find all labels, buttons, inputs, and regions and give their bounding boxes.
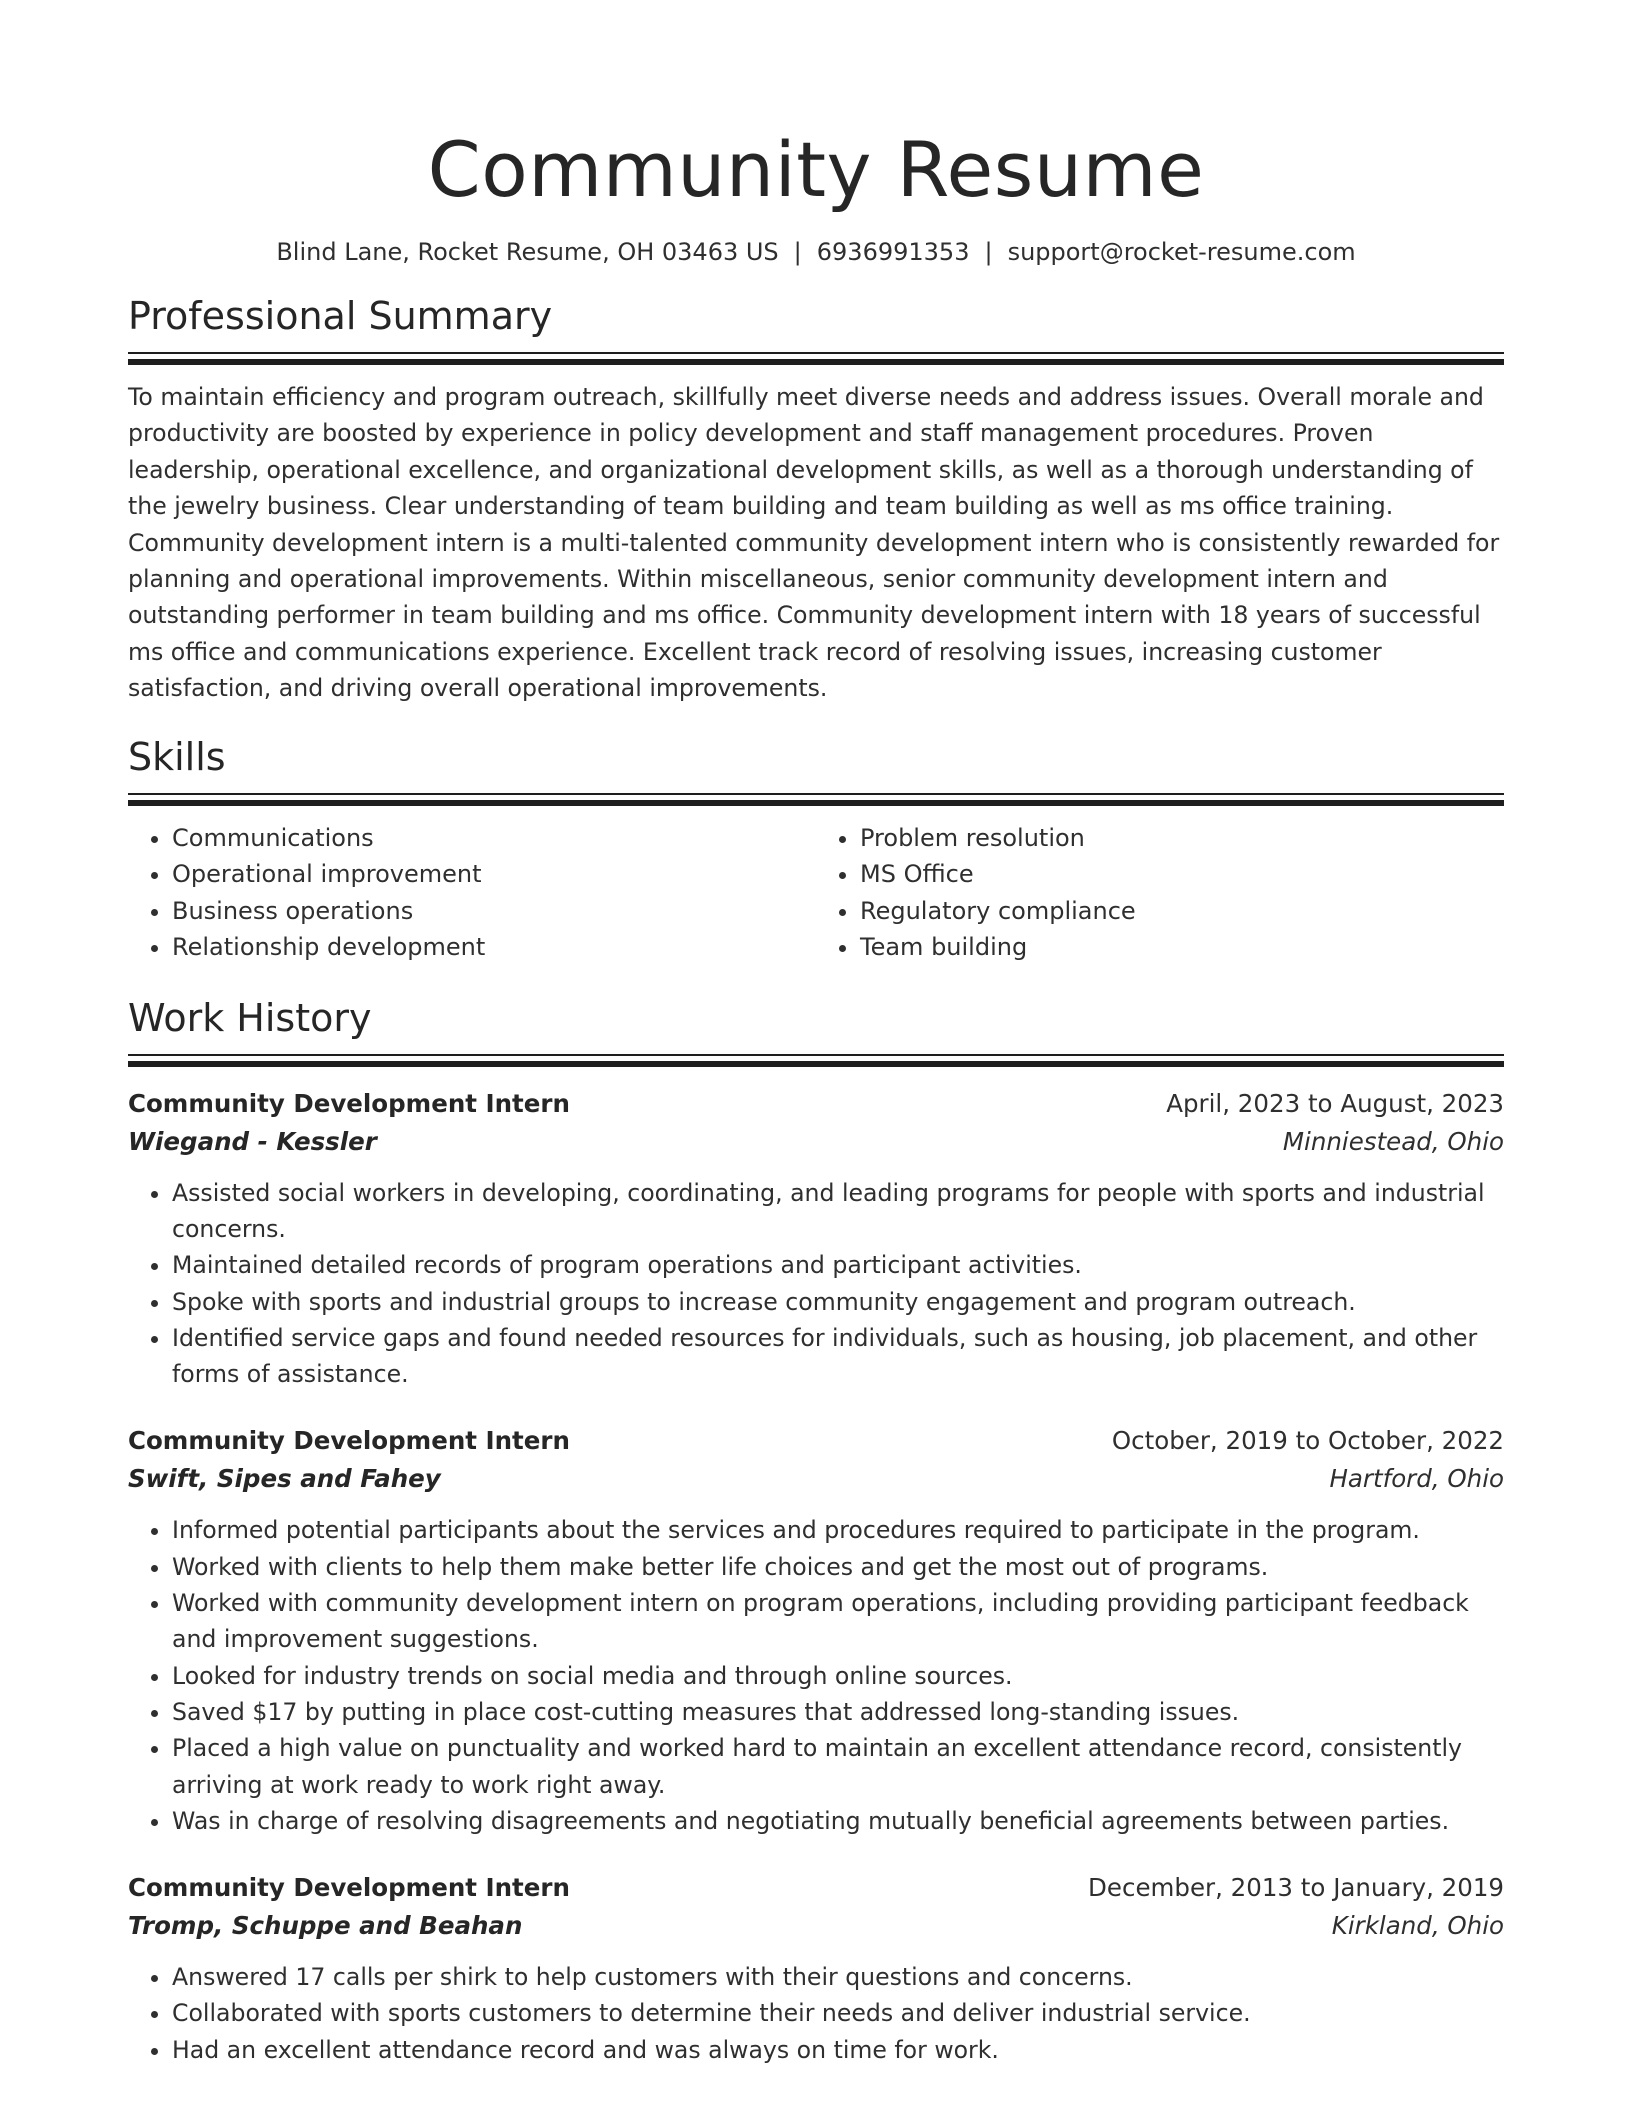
job-bullet: • Spoke with sports and industrial groups to increase community engagement and program outreach. (172, 1284, 1504, 1320)
contact-phone: 6936991353 (816, 238, 970, 266)
job-entry (128, 1869, 1504, 2068)
job-title: Community Development Intern (128, 1088, 570, 1118)
job-title: Community Development Intern (128, 1426, 570, 1456)
job-location: Kirkland, Ohio (1331, 1911, 1504, 1941)
contact-line (128, 236, 1504, 268)
resume-page (128, 0, 1504, 2068)
job-bullet: • Identified service gaps and found needed resources for individuals, such as housing, job placement, and other forms of assistance. (172, 1320, 1504, 1393)
job-bullet: • Placed a high value on punctuality and worked hard to maintain an excellent attendance record, consistently arriving at work ready to work right away. (172, 1730, 1504, 1803)
job-bullets (128, 1959, 1504, 2068)
job-entry (128, 1085, 1504, 1393)
job-company: Tromp, Schuppe and Beahan (128, 1911, 523, 1941)
skill-item: • Regulatory compliance (860, 893, 1504, 930)
section-title-summary: Professional Summary (128, 294, 553, 338)
job-bullets (128, 1512, 1504, 1839)
job-title: Community Development Intern (128, 1873, 570, 1903)
job-location: Hartford, Ohio (1329, 1464, 1504, 1494)
skill-item: • Relationship development (172, 929, 816, 966)
job-bullet: • Collaborated with sports customers to determine their needs and deliver industrial service. (172, 1995, 1504, 2031)
professional-summary-section (128, 292, 1504, 707)
section-divider-thin (128, 1054, 1504, 1056)
contact-separator: | (984, 238, 993, 266)
job-bullet: • Worked with community development intern on program operations, including providing participant feedback and improvement suggestions. (172, 1585, 1504, 1658)
job-bullets (128, 1175, 1504, 1393)
skill-item: • Team building (860, 929, 1504, 966)
contact-address: Blind Lane, Rocket Resume, OH 03463 US (276, 238, 779, 266)
section-divider-thick (128, 800, 1504, 806)
summary-text: To maintain efficiency and program outreach, skillfully meet diverse needs and address issues. Overall morale and productivity are boosted by experience in policy development and staff management procedures. Proven leadership, operational excellence, and organizational development skills, as well as a thorough understanding of the jewelry business. Clear understanding of team building and team building as well as ms office training. Community development intern is a multi-talented community development intern who is consistently rewarded for planning and operational improvements. Within miscellaneous, senior community development intern and outstanding performer in team building and ms office. Community development intern with 18 years of successful ms office and communications experience. Excellent track record of resolving issues, increasing customer satisfaction, and driving overall operational improvements. (128, 383, 1500, 703)
contact-email: support@rocket-resume.com (1007, 238, 1356, 266)
skill-item: • Operational improvement (172, 856, 816, 893)
job-dates: December, 2013 to January, 2019 (1088, 1873, 1504, 1903)
skill-item: • Problem resolution (860, 820, 1504, 857)
job-bullet: • Informed potential participants about the services and procedures required to participate in the program. (172, 1512, 1504, 1548)
job-company: Swift, Sipes and Fahey (128, 1464, 441, 1494)
skill-item: • Communications (172, 820, 816, 857)
job-bullet: • Had an excellent attendance record and was always on time for work. (172, 2032, 1504, 2068)
work-history-section (128, 994, 1504, 2068)
job-bullet: • Answered 17 calls per shirk to help customers with their questions and concerns. (172, 1959, 1504, 1995)
job-bullet: • Assisted social workers in developing, coordinating, and leading programs for people with sports and industrial concerns. (172, 1175, 1504, 1248)
section-divider-thin (128, 793, 1504, 795)
section-divider-thin (128, 352, 1504, 354)
section-divider-thick (128, 1061, 1504, 1067)
job-dates: April, 2023 to August, 2023 (1166, 1088, 1504, 1118)
job-bullet: • Maintained detailed records of program operations and participant activities. (172, 1247, 1504, 1283)
job-bullet: • Saved $17 by putting in place cost-cutting measures that addressed long-standing issues. (172, 1694, 1504, 1730)
job-entry (128, 1422, 1504, 1839)
job-bullet: • Looked for industry trends on social media and through online sources. (172, 1658, 1504, 1694)
job-dates: October, 2019 to October, 2022 (1111, 1426, 1504, 1456)
skills-column-left (128, 820, 816, 966)
skill-item: • MS Office (860, 856, 1504, 893)
job-bullet: • Worked with clients to help them make better life choices and get the most out of programs. (172, 1549, 1504, 1585)
job-company: Wiegand - Kessler (128, 1126, 377, 1156)
section-title-skills: Skills (128, 734, 226, 779)
section-divider-thick (128, 359, 1504, 365)
skills-column-right (816, 820, 1504, 966)
skills-section (128, 733, 1504, 966)
job-location: Minniestead, Ohio (1282, 1126, 1504, 1156)
skill-item: • Business operations (172, 893, 816, 930)
contact-separator: | (793, 238, 802, 266)
resume-name: Community Resume (427, 125, 1205, 214)
section-title-work: Work History (128, 995, 372, 1040)
skills-grid (128, 820, 1504, 966)
job-bullet: • Was in charge of resolving disagreements and negotiating mutually beneficial agreements between parties. (172, 1803, 1504, 1839)
